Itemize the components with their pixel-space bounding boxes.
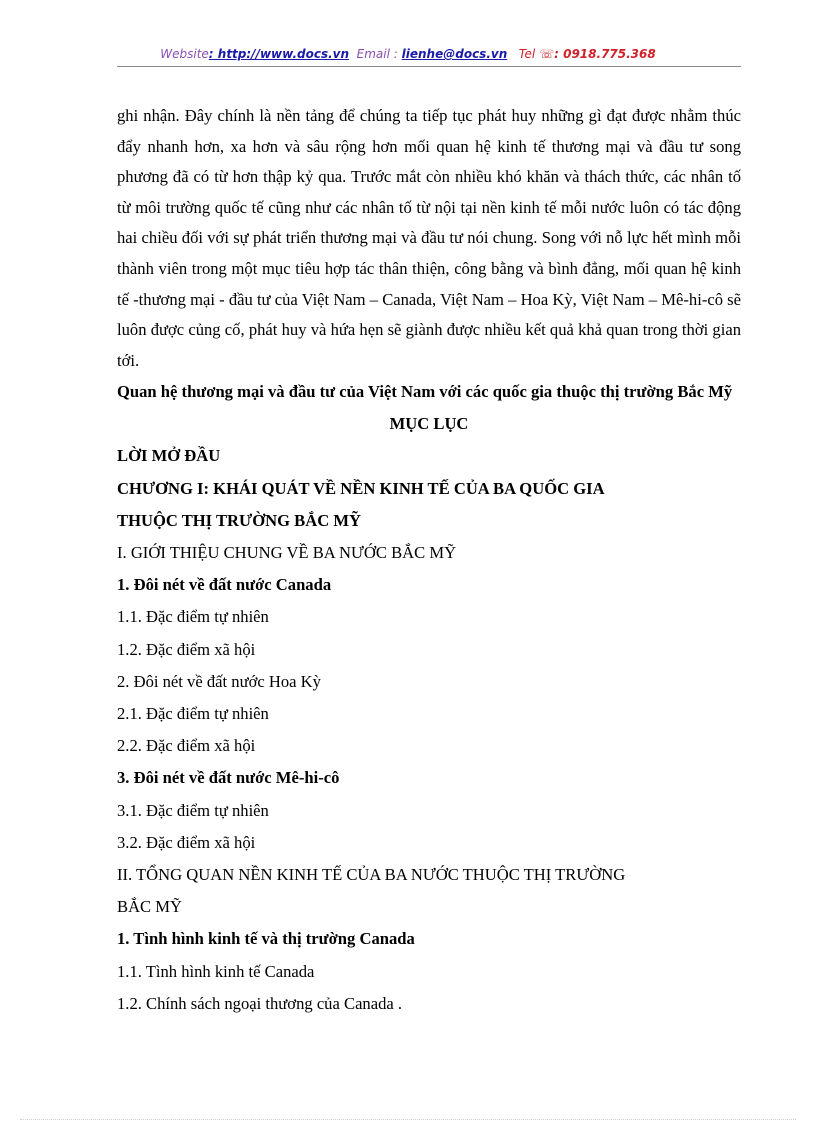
- page-header: Website: http://www.docs.vn Email : lienhe@docs.vn Tel ☏: 0918.775.368: [160, 47, 656, 61]
- toc-item: II. TỔNG QUAN NỀN KINH TẾ CỦA BA NƯỚC THUỘC THỊ TRƯỜNG: [117, 864, 626, 884]
- website-link[interactable]: http://www.docs.vn: [217, 47, 350, 61]
- footer-divider: [20, 1119, 796, 1120]
- toc-item: 2.1. Đặc điểm tự nhiên: [117, 703, 269, 723]
- email-label: Email :: [356, 47, 398, 61]
- toc-item: LỜI MỞ ĐẦU: [117, 446, 221, 466]
- toc-item: 1.1. Đặc điểm tự nhiên: [117, 607, 269, 627]
- document-body: [117, 101, 741, 1020]
- toc-item: 1. Tình hình kinh tế và thị trường Canada: [117, 929, 415, 949]
- toc-item: BẮC MỸ: [117, 897, 183, 917]
- toc-item: 3. Đôi nét về đất nước Mê-hi-cô: [117, 768, 340, 788]
- toc-item: 3.1. Đặc điểm tự nhiên: [117, 800, 269, 820]
- toc-item: 2. Đôi nét về đất nước Hoa Kỳ: [117, 671, 321, 691]
- document-title: Quan hệ thương mại và đầu tư của Việt Nam với các quốc gia thuộc thị trường Bắc Mỹ: [117, 382, 733, 402]
- toc-item: 1.2. Đặc điểm xã hội: [117, 639, 256, 659]
- website-label: Website: [160, 47, 209, 61]
- toc-item: 3.2. Đặc điểm xã hội: [117, 832, 256, 852]
- header-divider: [117, 66, 741, 67]
- toc-item: THUỘC THỊ TRƯỜNG BẮC MỸ: [117, 510, 362, 530]
- toc-heading: MỤC LỤC: [389, 414, 469, 434]
- toc-item: 1. Đôi nét về đất nước Canada: [117, 575, 332, 595]
- tel-label: Tel: [518, 47, 536, 61]
- tel-value: 0918.775.368: [563, 47, 656, 61]
- toc-item: I. GIỚI THIỆU CHUNG VỀ BA NƯỚC BẮC MỸ: [117, 542, 457, 562]
- toc-item: CHƯƠNG I: KHÁI QUÁT VỀ NỀN KINH TẾ CỦA BA QUỐC GIA: [117, 478, 605, 498]
- intro-paragraph: ghi nhận. Đây chính là nền tảng để chúng ta tiếp tục phát huy những gì đạt được nhằm thúc đẩy nhanh hơn, xa hơn và sâu rộng hơn mối quan hệ kinh tế thương mại và đầu tư song phương đã có từ hơn thập kỷ qua. Trước mắt còn nhiều khó khăn và thách thức, các nhân tố từ môi trường quốc tế cũng như các nhân tố từ nội tại nền kinh tế mỗi nước luôn có tác động hai chiều đối với sự phát triển thương mại và đầu tư nói chung. Song với nỗ lực hết mình mỗi thành viên trong một mục tiêu hợp tác thân thiện, công bằng và bình đẳng, mối quan hệ kinh tế -thương mại - đầu tư của Việt Nam – Canada, Việt Nam – Hoa Kỳ, Việt Nam – Mê-hi-cô sẽ luôn được củng cố, phát huy và hứa hẹn sẽ giành được nhiều kết quả khả quan trong thời gian tới.: [117, 106, 741, 370]
- toc-item: 1.1. Tình hình kinh tế Canada: [117, 961, 315, 981]
- email-link[interactable]: lienhe@docs.vn: [401, 47, 508, 61]
- toc-item: 2.2. Đặc điểm xã hội: [117, 736, 256, 756]
- table-of-contents: [117, 440, 741, 1020]
- toc-item: 1.2. Chính sách ngoại thương của Canada .: [117, 993, 403, 1013]
- phone-icon: ☏: [539, 47, 555, 61]
